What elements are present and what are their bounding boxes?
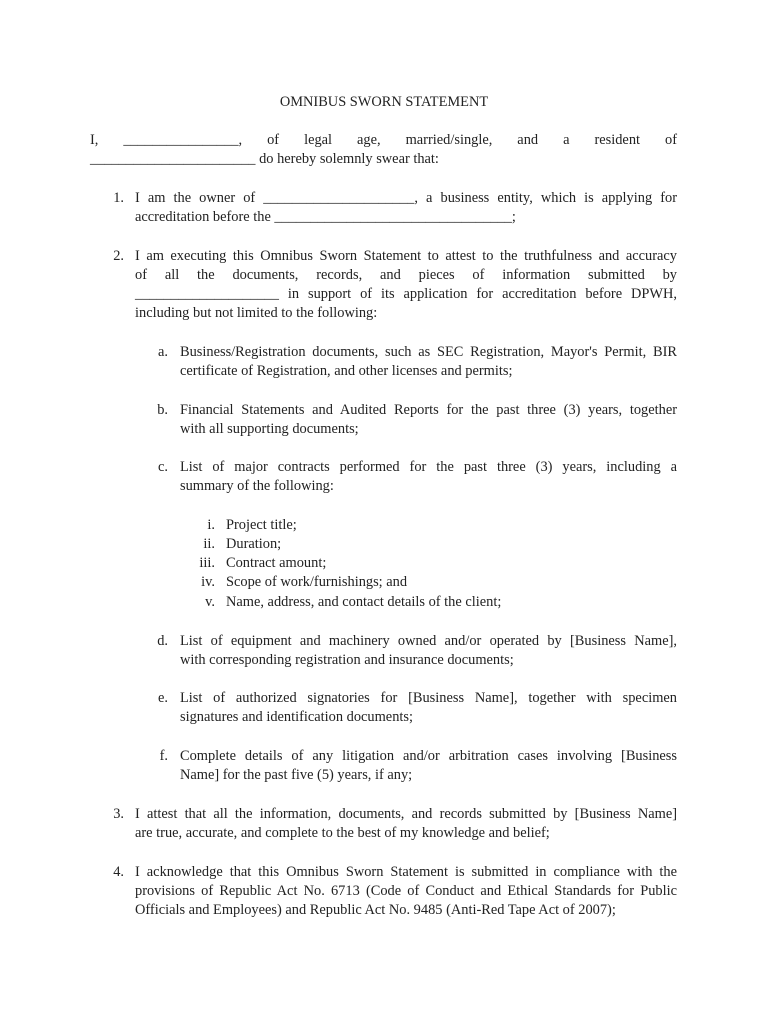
item-number: 4. — [113, 864, 124, 880]
roman-item — [180, 554, 677, 573]
roman-item — [180, 535, 677, 554]
item-number: 1. — [113, 190, 124, 206]
sub-item-d — [135, 632, 677, 670]
sub-item-e — [135, 689, 677, 727]
roman-item — [180, 573, 677, 592]
sub-item-letter: d. — [157, 633, 168, 649]
roman-numeral: iv. — [201, 574, 215, 590]
roman-item — [180, 593, 677, 612]
sub-item-letter: e. — [158, 690, 168, 706]
sub-item-f — [135, 747, 677, 785]
item-line: I attest that all the information, documents, and records submitted by [Business Name] — [135, 806, 677, 822]
intro-paragraph — [90, 131, 677, 169]
intro-line: I, ________________, of legal age, married/single, and a resident of — [90, 132, 677, 148]
sub-item-line: summary of the following: — [180, 478, 334, 494]
numbered-item-1 — [90, 189, 677, 227]
sub-item-line: Financial Statements and Audited Reports for the past three (3) years, together — [180, 402, 677, 418]
sub-item-line: with corresponding registration and insurance documents; — [180, 652, 514, 668]
item-line: I acknowledge that this Omnibus Sworn Statement is submitted in compliance with the — [135, 864, 677, 880]
item-number: 2. — [113, 248, 124, 264]
roman-numeral: ii. — [203, 536, 215, 552]
sub-item-line: List of major contracts performed for the past three (3) years, including a — [180, 459, 677, 475]
sub-item-letter: a. — [158, 344, 168, 360]
sub-item-letter: f. — [159, 748, 168, 764]
intro-line: _______________________ do hereby solemnly swear that: — [90, 151, 439, 167]
sub-item-a — [135, 343, 677, 381]
roman-numeral: iii. — [199, 555, 215, 571]
sub-item-line: Name] for the past five (5) years, if any; — [180, 767, 413, 783]
sub-item-line: with all supporting documents; — [180, 421, 359, 437]
sub-item-letter: c. — [158, 459, 168, 475]
sub-item-b — [135, 401, 677, 439]
item-line: I am the owner of _____________________, a business entity, which is applying for — [135, 190, 677, 206]
item-line: Officials and Employees) and Republic Act No. 9485 (Anti-Red Tape Act of 2007); — [135, 902, 616, 918]
roman-text: Project title; — [226, 517, 297, 533]
item-line: provisions of Republic Act No. 6713 (Code of Conduct and Ethical Standards for Public — [135, 883, 677, 899]
numbered-item-3 — [90, 805, 677, 843]
item-number: 3. — [113, 806, 124, 822]
roman-numeral: v. — [205, 594, 215, 610]
item-line: including but not limited to the following: — [135, 305, 378, 321]
sub-item-c — [135, 458, 677, 496]
roman-item — [180, 516, 677, 535]
item-line: I am executing this Omnibus Sworn Statement to attest to the truthfulness and accuracy — [135, 248, 677, 264]
roman-text: Duration; — [226, 536, 282, 552]
roman-text: Scope of work/furnishings; and — [226, 574, 408, 590]
roman-numeral: i. — [207, 517, 215, 533]
document-title: OMNIBUS SWORN STATEMENT — [279, 94, 489, 110]
sub-item-line: List of equipment and machinery owned and/or operated by [Business Name], — [180, 633, 677, 649]
numbered-item-4 — [90, 863, 677, 920]
roman-text: Name, address, and contact details of the client; — [226, 594, 502, 610]
item-line: of all the documents, records, and pieces of information submitted by — [135, 267, 677, 283]
sub-item-line: Complete details of any litigation and/or arbitration cases involving [Business — [180, 748, 677, 764]
numbered-item-2 — [90, 247, 677, 323]
sub-item-line: Business/Registration documents, such as SEC Registration, Mayor's Permit, BIR — [180, 344, 677, 360]
sub-item-letter: b. — [157, 402, 168, 418]
sub-item-line: certificate of Registration, and other licenses and permits; — [180, 363, 513, 379]
roman-text: Contract amount; — [226, 555, 327, 571]
item-line: accreditation before the _________________________________; — [135, 209, 516, 225]
item-line: ____________________ in support of its application for accreditation before DPWH, — [135, 286, 677, 302]
sub-item-line: List of authorized signatories for [Business Name], together with specimen — [180, 690, 677, 706]
item-line: are true, accurate, and complete to the best of my knowledge and belief; — [135, 825, 550, 841]
sub-item-line: signatures and identification documents; — [180, 709, 413, 725]
